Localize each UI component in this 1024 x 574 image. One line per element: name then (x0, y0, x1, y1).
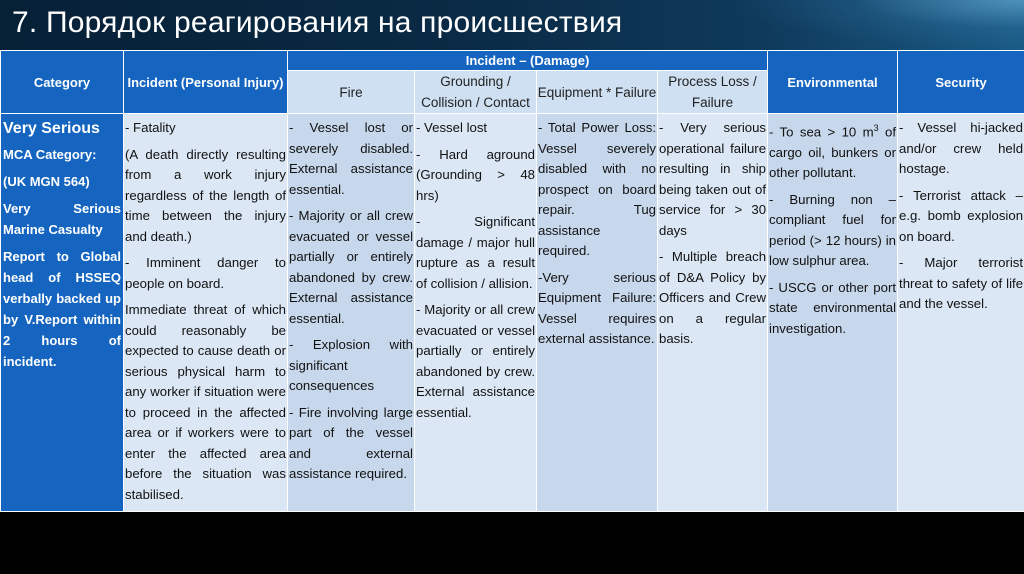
personal-injury-item: (A death directly resulting from a work injury regardless of the length of time between the injury and death.) (125, 146, 286, 244)
header-category: Category (1, 51, 124, 114)
environmental-text: of cargo oil, bunkers or other pollutant. (769, 124, 897, 181)
security-cell (898, 114, 1024, 512)
report-instruction: Report to Global head of HSSEQ verbally backed up by V.Report within 2 hours of incident. (3, 249, 121, 369)
personal-injury-item: - Fatality (125, 120, 176, 135)
title-bar (0, 0, 1024, 50)
grounding-cell (415, 114, 537, 512)
environmental-item (769, 118, 896, 184)
fire-item: - Majority or all crew evacuated or vessel partially or entirely abandoned by crew. External assistance essential. (289, 208, 413, 326)
environmental-item: - Burning non – compliant fuel for period (> 12 hours) in low sulphur area. (769, 191, 897, 269)
grounding-item: - Hard aground (Grounding > 48 hrs) (416, 146, 535, 203)
mca-category: MCA Category: (3, 147, 97, 162)
equipment-cell (537, 114, 658, 512)
subheader-equipment: Equipment * Failure (537, 71, 658, 114)
fire-cell (288, 114, 415, 512)
process-loss-item: - Very serious operational failure resulting in ship being taken out of service for > 30 days (659, 120, 767, 238)
header-personal-injury: Incident (Personal Injury) (124, 51, 288, 114)
environmental-cell (768, 114, 898, 512)
equipment-item: -Very serious Equipment Failure: Vessel requires external assistance. (538, 269, 656, 346)
fire-item: - Fire involving large part of the vessel and external assistance required. (289, 404, 413, 481)
subheader-grounding: Grounding / Collision / Contact (415, 71, 537, 114)
header-damage: Incident – (Damage) (288, 51, 768, 71)
marine-casualty: Very Serious Marine Casualty (3, 201, 121, 237)
subheader-process-loss: Process Loss / Failure (658, 71, 768, 114)
process-loss-cell (658, 114, 768, 512)
mgn-reference: (UK MGN 564) (3, 174, 90, 189)
security-item: - Major terrorist threat to safety of life and the vessel. (899, 255, 1024, 311)
superscript-three: 3 (873, 123, 879, 133)
grounding-item: - Majority or all crew evacuated or vessel partially or entirely abandoned by crew. External assistance essential. (416, 302, 535, 420)
title-decoration (724, 0, 1024, 50)
category-level: Very Serious (3, 120, 100, 137)
slide-title: 7. Порядок реагирования на происшествия (12, 6, 623, 39)
personal-injury-cell (124, 114, 288, 512)
header-security: Security (898, 51, 1024, 114)
category-cell (1, 114, 124, 512)
process-loss-item: - Multiple breach of D&A Policy by Officers and Crew on a regular basis. (659, 249, 767, 346)
grounding-item: - Vessel lost (416, 120, 488, 135)
personal-injury-item: Immediate threat of which could reasonably be expected to cause death or serious physical harm to any worker if situation were to proceed in the affected area or if workers were to enter the affected area before the situation was stabilised. (125, 302, 286, 502)
environmental-item: - USCG or other port state environmental investigation. (769, 279, 897, 336)
fire-item: - Explosion with significant consequences (289, 337, 413, 393)
equipment-item: - Total Power Loss: Vessel severely disabled with no prospect on board repair. Tug assistance required. (538, 120, 656, 258)
environmental-text: - To sea > 10 m (769, 124, 874, 140)
fire-item: - Vessel lost or severely disabled. External assistance essential. (289, 120, 413, 197)
personal-injury-item: - Imminent danger to people on board. (125, 255, 286, 291)
header-environmental: Environmental (768, 51, 898, 114)
grounding-item: - Significant damage / major hull rupture as a result of collision / allision. (416, 214, 535, 291)
security-item: - Vessel hi-jacked and/or crew held hostage. (899, 120, 1024, 176)
subheader-fire: Fire (288, 71, 415, 114)
incident-response-table (0, 50, 1024, 512)
security-item: - Terrorist attack – e.g. bomb explosion on board. (899, 187, 1024, 244)
